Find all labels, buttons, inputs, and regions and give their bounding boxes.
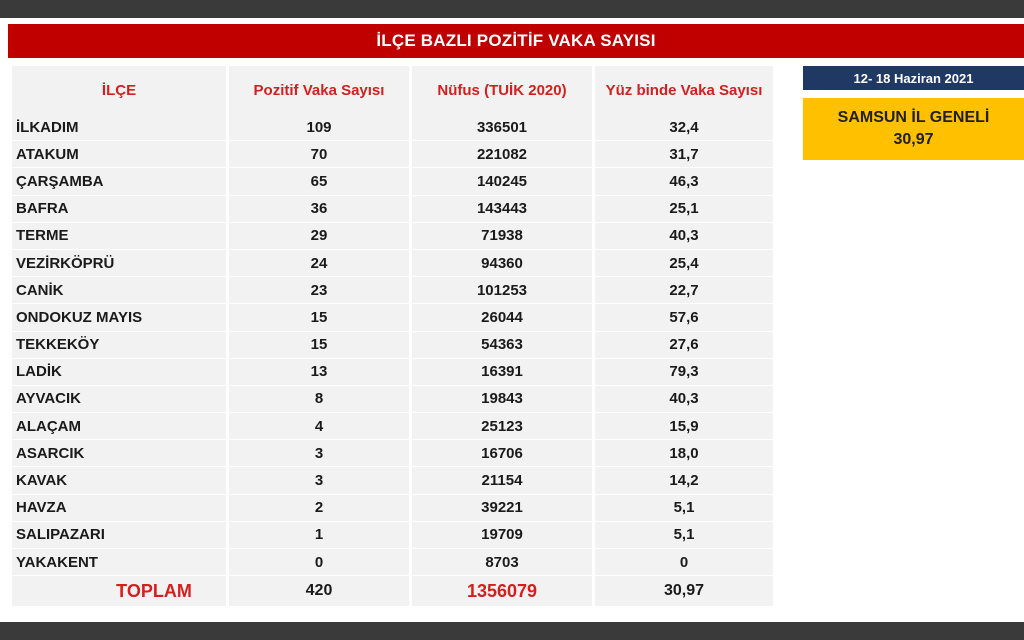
- population-cell: 8703: [412, 549, 592, 576]
- cases-cell: 1: [229, 522, 409, 549]
- rate-cell: 22,7: [595, 277, 773, 304]
- table-row: [12, 495, 773, 522]
- cases-cell: 109: [229, 114, 409, 141]
- population-cell: 25123: [412, 413, 592, 440]
- district-cell: CANİK: [12, 277, 226, 304]
- cases-table: [9, 66, 776, 607]
- cases-cell: 2: [229, 495, 409, 522]
- province-label: SAMSUN İL GENELİ: [837, 109, 990, 126]
- population-cell: 16391: [412, 359, 592, 386]
- rate-cell: 32,4: [595, 114, 773, 141]
- district-cell: ONDOKUZ MAYIS: [12, 304, 226, 331]
- province-summary-box: [803, 98, 1024, 160]
- table-row: [12, 522, 773, 549]
- district-cell: VEZİRKÖPRÜ: [12, 250, 226, 277]
- date-range-badge: 12- 18 Haziran 2021: [803, 66, 1024, 90]
- population-cell: 39221: [412, 495, 592, 522]
- district-cell: KAVAK: [12, 467, 226, 494]
- table-header-row: [12, 66, 773, 114]
- cases-cell: 23: [229, 277, 409, 304]
- population-cell: 19843: [412, 386, 592, 413]
- rate-cell: 40,3: [595, 223, 773, 250]
- table-row: [12, 332, 773, 359]
- district-cell: ÇARŞAMBA: [12, 168, 226, 195]
- cases-cell: 13: [229, 359, 409, 386]
- cases-cell: 65: [229, 168, 409, 195]
- cases-cell: 15: [229, 332, 409, 359]
- table-row: [12, 386, 773, 413]
- population-cell: 101253: [412, 277, 592, 304]
- rate-cell: 14,2: [595, 467, 773, 494]
- cases-cell: 3: [229, 440, 409, 467]
- total-row: [12, 576, 773, 607]
- table-row: [12, 196, 773, 223]
- table-row: [12, 359, 773, 386]
- cases-cell: 70: [229, 141, 409, 168]
- rate-cell: 40,3: [595, 386, 773, 413]
- rate-cell: 27,6: [595, 332, 773, 359]
- cases-cell: 15: [229, 304, 409, 331]
- table-row: [12, 277, 773, 304]
- population-cell: 71938: [412, 223, 592, 250]
- table-row: [12, 467, 773, 494]
- cases-cell: 8: [229, 386, 409, 413]
- table-row: [12, 223, 773, 250]
- rate-cell: 5,1: [595, 522, 773, 549]
- total-label: TOPLAM: [12, 576, 226, 607]
- population-cell: 336501: [412, 114, 592, 141]
- district-cell: YAKAKENT: [12, 549, 226, 576]
- cases-cell: 29: [229, 223, 409, 250]
- district-cell: HAVZA: [12, 495, 226, 522]
- table-row: [12, 549, 773, 576]
- table-row: [12, 141, 773, 168]
- population-cell: 19709: [412, 522, 592, 549]
- header-cases: Pozitif Vaka Sayısı: [229, 66, 409, 114]
- district-cell: ALAÇAM: [12, 413, 226, 440]
- rate-cell: 46,3: [595, 168, 773, 195]
- table-row: [12, 304, 773, 331]
- cases-cell: 4: [229, 413, 409, 440]
- rate-cell: 25,4: [595, 250, 773, 277]
- population-cell: 26044: [412, 304, 592, 331]
- district-cell: ATAKUM: [12, 141, 226, 168]
- district-cell: İLKADIM: [12, 114, 226, 141]
- rate-cell: 25,1: [595, 196, 773, 223]
- district-cell: BAFRA: [12, 196, 226, 223]
- table-row: [12, 114, 773, 141]
- total-population: 1356079: [412, 576, 592, 607]
- top-frame-bar: [0, 0, 1024, 18]
- cases-cell: 3: [229, 467, 409, 494]
- rate-cell: 31,7: [595, 141, 773, 168]
- province-value: 30,97: [893, 131, 934, 148]
- rate-cell: 0: [595, 549, 773, 576]
- table-row: [12, 250, 773, 277]
- table-row: [12, 440, 773, 467]
- table-row: [12, 413, 773, 440]
- population-cell: 140245: [412, 168, 592, 195]
- district-cell: ASARCIK: [12, 440, 226, 467]
- district-cell: TEKKEKÖY: [12, 332, 226, 359]
- cases-cell: 24: [229, 250, 409, 277]
- header-population: Nüfus (TUİK 2020): [412, 66, 592, 114]
- total-cases: 420: [229, 576, 409, 607]
- population-cell: 21154: [412, 467, 592, 494]
- bottom-frame-bar: [0, 622, 1024, 640]
- rate-cell: 15,9: [595, 413, 773, 440]
- rate-cell: 5,1: [595, 495, 773, 522]
- population-cell: 221082: [412, 141, 592, 168]
- header-district: İLÇE: [12, 66, 226, 114]
- district-cell: SALIPAZARI: [12, 522, 226, 549]
- district-cell: LADİK: [12, 359, 226, 386]
- header-rate: Yüz binde Vaka Sayısı: [595, 66, 773, 114]
- district-cell: AYVACIK: [12, 386, 226, 413]
- rate-cell: 18,0: [595, 440, 773, 467]
- population-cell: 16706: [412, 440, 592, 467]
- rate-cell: 57,6: [595, 304, 773, 331]
- total-rate: 30,97: [595, 576, 773, 607]
- population-cell: 94360: [412, 250, 592, 277]
- title-banner: İLÇE BAZLI POZİTİF VAKA SAYISI: [8, 24, 1024, 58]
- slide: [0, 18, 1024, 622]
- rate-cell: 79,3: [595, 359, 773, 386]
- cases-cell: 36: [229, 196, 409, 223]
- table-row: [12, 168, 773, 195]
- population-cell: 143443: [412, 196, 592, 223]
- population-cell: 54363: [412, 332, 592, 359]
- district-cell: TERME: [12, 223, 226, 250]
- cases-cell: 0: [229, 549, 409, 576]
